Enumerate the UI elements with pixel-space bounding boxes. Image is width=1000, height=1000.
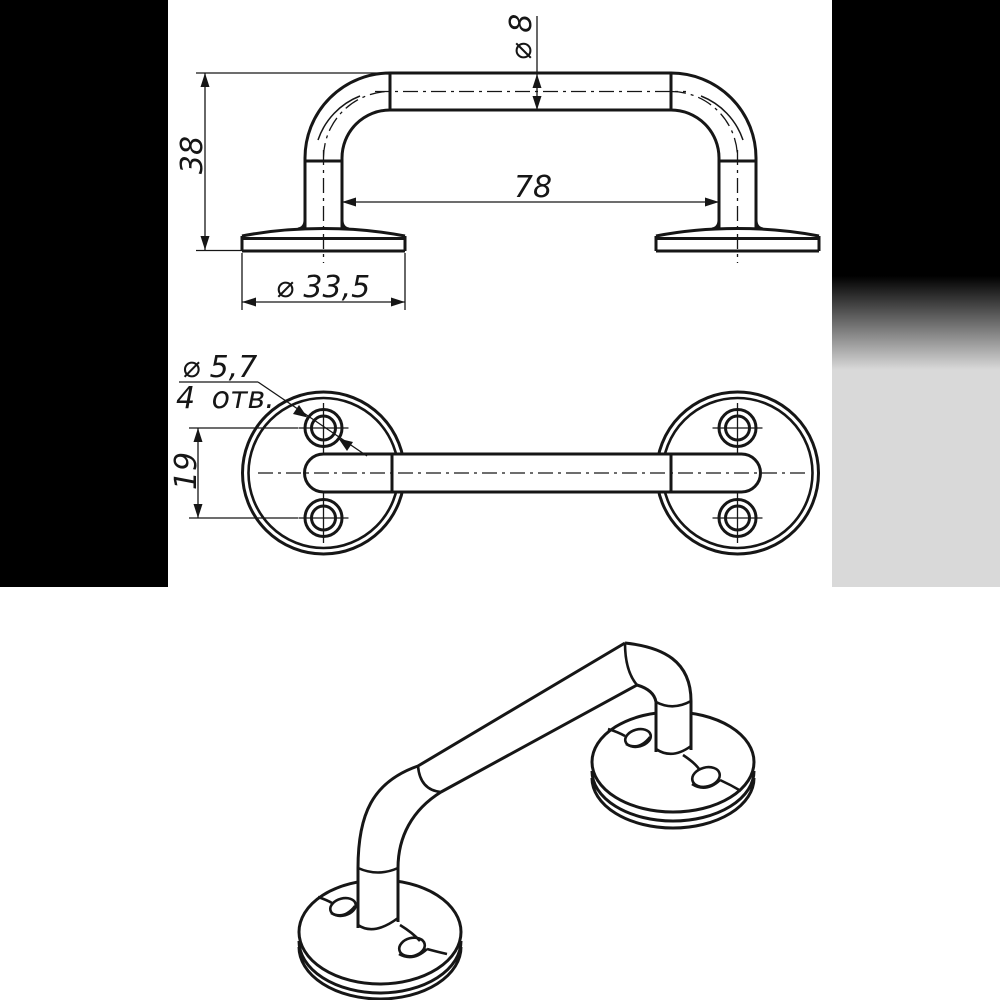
flange-bases-outline (242, 229, 819, 252)
hole-diameter-label: ⌀ 5,7 (182, 350, 258, 385)
arrowhead-down (201, 236, 210, 250)
arrowhead-down (533, 96, 542, 110)
dim-tube-diameter-label: ⌀ 8 (504, 13, 539, 61)
arrowhead-right (705, 198, 719, 207)
dim-hole-spacing-label: 19 (169, 451, 204, 491)
arrowhead-down (194, 504, 203, 518)
dim-flange-diameter-label: ⌀ 33,5 (275, 270, 371, 305)
arrowhead-from-hole (339, 439, 354, 452)
hole-count-label: 4 отв. (176, 381, 275, 416)
arrowhead-right (391, 298, 405, 307)
dim-span-label: 78 (513, 170, 553, 205)
dimension-height (175, 73, 388, 251)
dim-height-label: 38 (175, 135, 210, 175)
arrowhead-up (201, 73, 210, 87)
dimension-flange-diameter (242, 253, 405, 310)
arrowhead-left (242, 298, 256, 307)
dimension-tube-diameter (504, 14, 542, 110)
dimension-span (342, 170, 719, 207)
iso-view (299, 643, 754, 999)
front-view (175, 14, 819, 310)
dim-line (196, 73, 388, 251)
arrowhead-up (533, 74, 542, 88)
arrowhead-left (342, 198, 356, 207)
bend-highlight-arcs (318, 96, 743, 140)
arrowhead-up (194, 428, 203, 442)
handle-tube-outline (298, 73, 763, 229)
plan-view (169, 350, 819, 554)
